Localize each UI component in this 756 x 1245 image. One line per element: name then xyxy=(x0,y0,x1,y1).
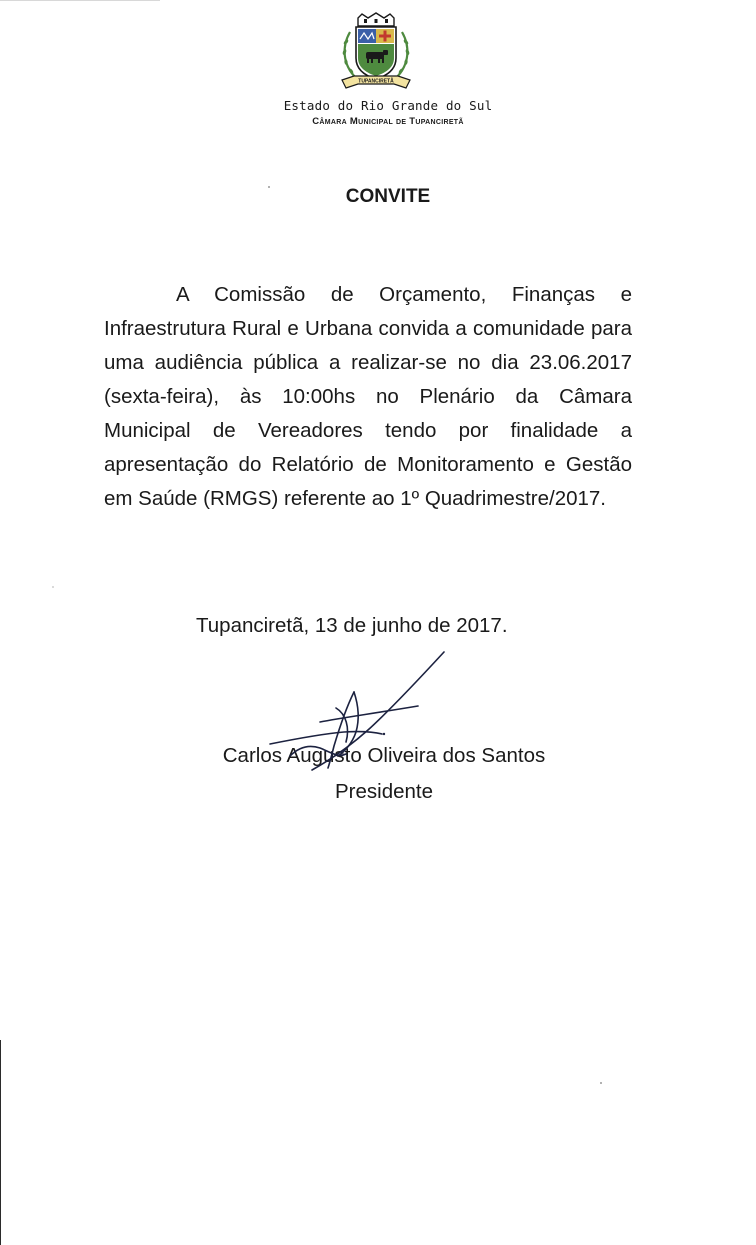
scan-edge xyxy=(0,0,160,1)
scan-speck xyxy=(52,586,54,588)
municipal-coat-of-arms xyxy=(334,12,418,96)
scan-speck xyxy=(600,1082,602,1084)
invitation-body: A Comissão de Orçamento, Finanças e Infraestrutura Rural e Urbana convida a comunidade para uma audiência pública a realizar-se no dia 23.06.2017 (sexta-feira), às 10:00hs no Plenário da Câmara Municipal de Vereadores tendo por finalidade a apresentação do Relatório de Monitoramento e Gestão em Saúde (RMGS) referente ao 1º Quadrimestre/2017. xyxy=(104,283,632,510)
header-institution: Câmara Municipal de Tupanciretã xyxy=(312,116,464,127)
scan-speck xyxy=(268,186,270,188)
header-state: Estado do Rio Grande do Sul xyxy=(283,98,493,113)
scan-edge xyxy=(0,1040,1,1245)
signatory-role: Presidente xyxy=(334,780,433,803)
place-and-date: Tupanciretã, 13 de junho de 2017. xyxy=(196,614,508,637)
signatory-name: Carlos Augusto Oliveira dos Santos xyxy=(222,744,546,767)
crest-ribbon-text: TUPANCIRETÃ xyxy=(358,78,394,85)
document-title: CONVITE xyxy=(345,186,431,207)
handwritten-signature xyxy=(250,648,460,773)
